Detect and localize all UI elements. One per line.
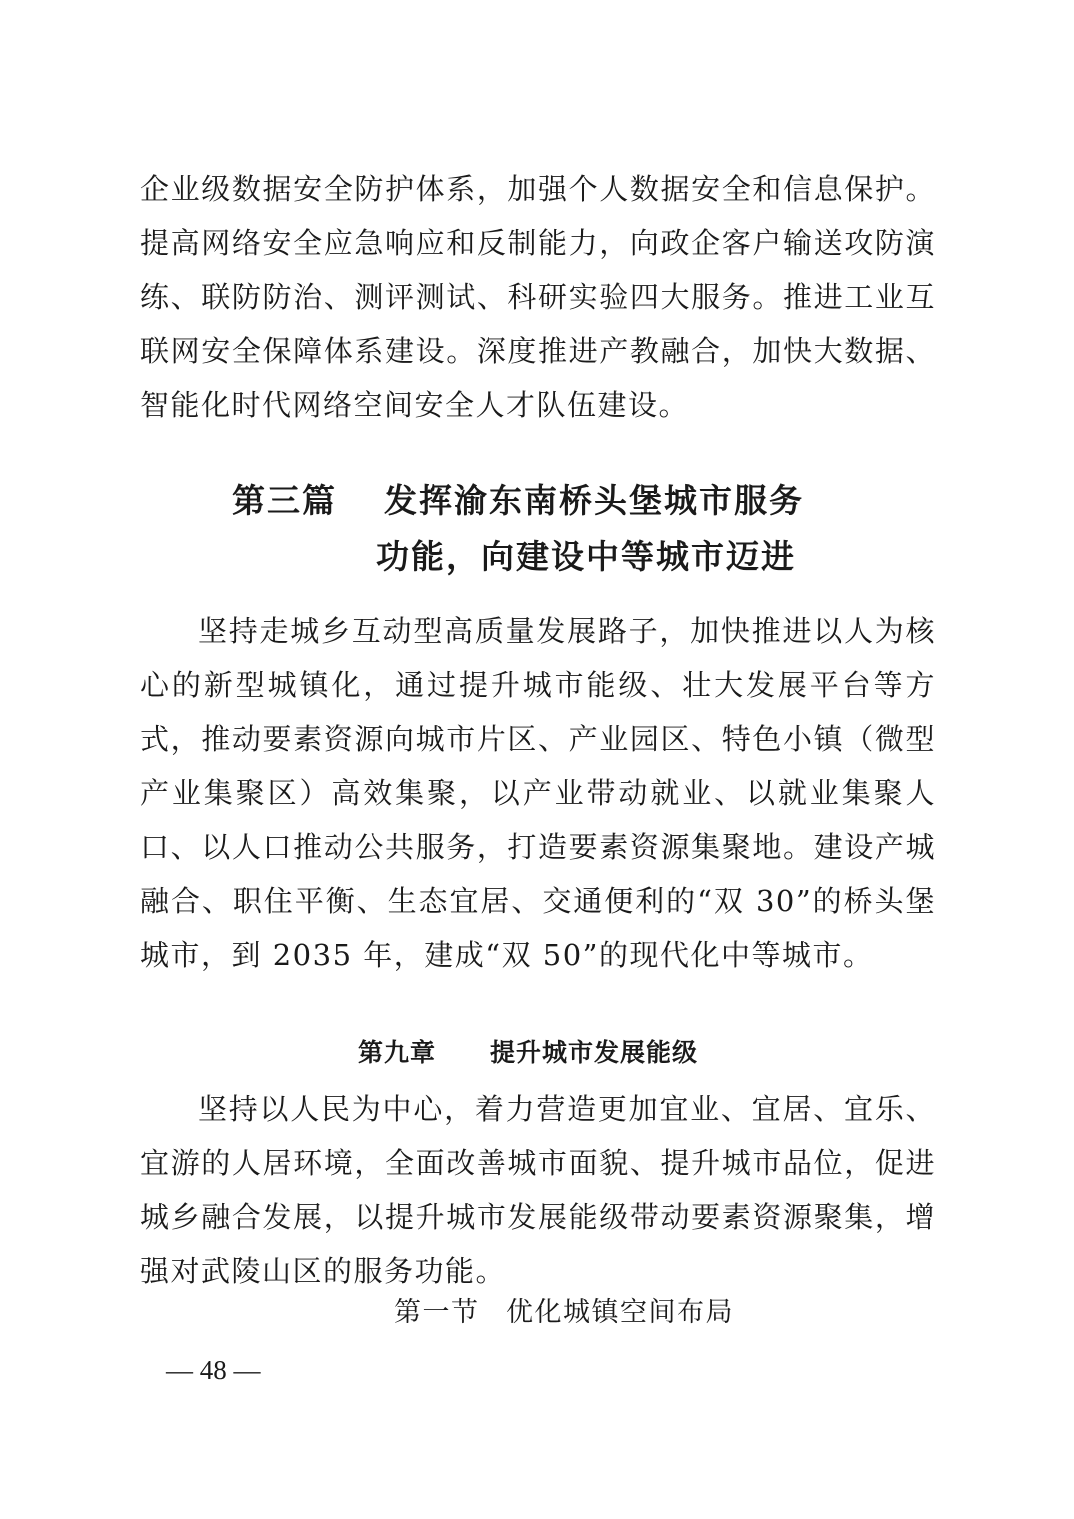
part-title-text: 发挥渝东南桥头堡城市服务 (384, 481, 804, 520)
section-heading (394, 1288, 954, 1338)
chapter-intro-paragraph: 坚持以人民为中心，着力营造更加宜业、宜居、宜乐、宜游的人居环境，全面改善城市面貌、提升城市品位，促进城乡融合发展，以提升城市发展能级带动要素资源聚集，增强对武陵山区的服务功能。 (140, 1092, 936, 1288)
page-number: — 48 — (166, 1355, 261, 1385)
body-paragraph-continued: 企业级数据安全防护体系，加强个人数据安全和信息保护。提高网络安全应急响应和反制能力，向政企客户输送攻防演练、联防防治、测评测试、科研实验四大服务。推进工业互联网安全保障体系建设。深度推进产教融合，加快大数据、智能化时代网络空间安全人才队伍建设。 (140, 172, 936, 422)
part-title-line-2: 功能，向建设中等城市迈进 (376, 537, 796, 576)
part-title-line-1 (232, 474, 932, 528)
chapter-title-text: 提升城市发展能级 (490, 1038, 699, 1067)
section-title-text: 优化城镇空间布局 (506, 1297, 734, 1328)
part-number: 第三篇 (232, 481, 337, 520)
chapter-heading (358, 1028, 918, 1078)
chapter-number: 第九章 (358, 1038, 437, 1067)
part-intro-paragraph: 坚持走城乡互动型高质量发展路子，加快推进以人为核心的新型城镇化，通过提升城市能级、壮大发展平台等方式，推动要素资源向城市片区、产业园区、特色小镇（微型产业集聚区）高效集聚，以产业带动就业、以就业集聚人口、以人口推动公共服务，打造要素资源集聚地。建设产城融合、职住平衡、生态宜居、交通便利的“双 30”的桥头堡城市，到 2035 年，建成“双 50”的现代化中等城市。 (140, 614, 936, 972)
section-number: 第一节 (394, 1297, 480, 1328)
